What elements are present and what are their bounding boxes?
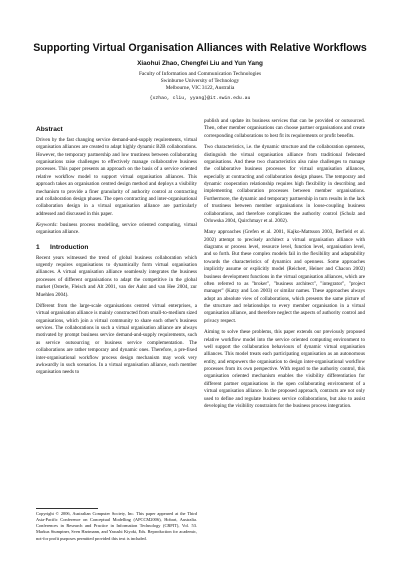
keywords-text: : business process modelling, service oriented computing, virtual organisation alliance.: [36, 222, 197, 236]
affiliation-address: Melbourne, VIC 3122, Australia: [165, 85, 235, 91]
right-column: [204, 118, 365, 414]
body-paragraph: Many approaches (Grefen et al. 2001, Kajko-Mattsson 2003, Berfield et al. 2002) attempt to precisely architect a virtual organisation alliance with diagrams or process level, resource level, function level, organisation level, and so forth. But these complex models fail in the flexibility and adaptability towards the characteristics of dynamics and openness. Some approaches implicitly assume or explicitly model (Reichert, Heiner and Chacon 2002) business development functions in the virtual organisation alliances, which are often referred to as "broker", "business architect", "integrator", "project manager" (Katzy and Lon 2003) or similar names. These approaches always adopt an absolute view of collaborations, which presents the same picture of the structure and relationships to every member organisation in a virtual organisation alliance, and therefore neglect the aspects of authority control and privacy respect.: [204, 229, 365, 324]
intro-paragraph: Recent years witnessed the trend of global business collaboration which urgently requires organisations to dynamically form virtual organisation alliances. A virtual organisation alliance seamlessly integrates the business processes of different organisations to adapt the competitive in the global market (Osterle, Fleisch and Alt 2001, van der Aalst and van Hee 2004, zur Muehlen 2004).: [36, 254, 197, 298]
intro-section-number: 1: [36, 243, 40, 251]
body-paragraph: Aiming to solve these problems, this paper extends our previously proposed relative workflow model into the service oriented computing environment to well support the collaboration behaviours of dynamic virtual organisation alliances. This model treats each participating organisation as an autonomous entity, and empowers the organisation to design inter-organisational workflow processes from its own perspective. With regard to the authority control, this organisation oriented mechanism enables the visibility differentiation for different partner organisations in the open collaborating environment of a virtual organisation alliance. In the proposed approach, contracts are not only used to define and regulate business service collaborations, but also to assist developing the visibility constraints for the business process integration.: [204, 329, 365, 409]
paper-authors: Xiaohui Zhao, Chengfei Liu and Yun Yang: [137, 60, 263, 67]
footnote-text: Copyright © 2006, Australian Computer Society, Inc. This paper appeared at the Third Asia-Pacific Conference on Conceptual Modelling (APCCM2006), Hobart, Australia. Conferences in Research and Practice in Information Technology (CRPIT), Vol. 53. Markus Stumptner, Sven Hartmann, and Yasushi Kiyoki, Eds. Reproduction for academic, not-for profit purposes permitted provided this text is included.: [36, 511, 197, 541]
left-column: [36, 126, 197, 381]
intro-paragraph: Different from the large-scale organisations centred virtual enterprises, a virtual organisation alliance is mainly constructed from small-to-medium sized organisations, which join a virtual community to share each other's business services. The collaborations in such a virtual organisation alliance are always motivated by prompt business service demand-and-supply requirements, such as service outsourcing or business service complementation. The collaborations are rather temporary and dynamic ones. Therefore, a pre-fixed inter-organisational workflow process design mechanism may work very awkwardly in such scenarios. In a virtual organisation alliance, each member organisation needs to: [36, 302, 197, 376]
affiliation-faculty: Faculty of Information and Communication Technologies: [138, 71, 262, 77]
affiliation-university: Swinburne University of Technology: [160, 78, 240, 84]
intro-section-title: Introduction: [50, 243, 89, 251]
affiliation-email: {xzhao, cliu, yyang}@it.swin.edu.au: [149, 96, 251, 101]
body-paragraph: publish and update its business services that can be provided or outsourced. Then, other member organisations can choose partner organisations and create corresponding collaborations to best fit its requirements or profit benefits.: [204, 118, 365, 139]
abstract-heading: Abstract: [36, 126, 63, 133]
abstract-text: Driven by the fast changing service demand-and-supply requirements, virtual organisation alliances are created to adapt highly dynamic B2B collaborations. However, the temporary partnership and low trustiness between collaborating organisations raise challenges to effectively manage collaborative business processes. This paper presents an approach on the basis of a service oriented relative workflow model to support virtual organisation alliances. This approach takes an organisation centred design method and deploys a visibility mechanism to provide a finer granularity of authority control at contracting and collaboration design phases. The open contracting and inter-organisational collaboration design in a virtual organisation alliance are particularly addressed and discussed in this paper.: [36, 136, 197, 217]
intro-heading: [36, 244, 197, 252]
keywords-label: Keywords: [36, 222, 57, 229]
keywords-line: [36, 222, 197, 237]
copyright-footnote: [36, 508, 197, 542]
body-paragraph: Two characteristics, i.e. the dynamic structure and the collaboration openness, distinguish the virtual organisation alliance from traditional federated organisations. And these two characteristics also raise challenges to manage the collaborative business processes for virtual organisation alliances, especially at contracting and collaboration design phases. The temporary and dynamic cooperation relationship requires high flexibility in describing and implementing collaboration processes between member organisations. Furthermore, the dynamic and temporary partnership in turn results in the lack of trustiness between member organisations in loose-coupling business collaborations, and therefore complicates the authority control (Schulz and Orlowska 2004, Quirchmayr et al. 2002).: [204, 144, 365, 224]
footnote-rule: [36, 508, 98, 509]
paper-title: Supporting Virtual Organisation Alliances with Relative Workflows: [33, 42, 367, 54]
